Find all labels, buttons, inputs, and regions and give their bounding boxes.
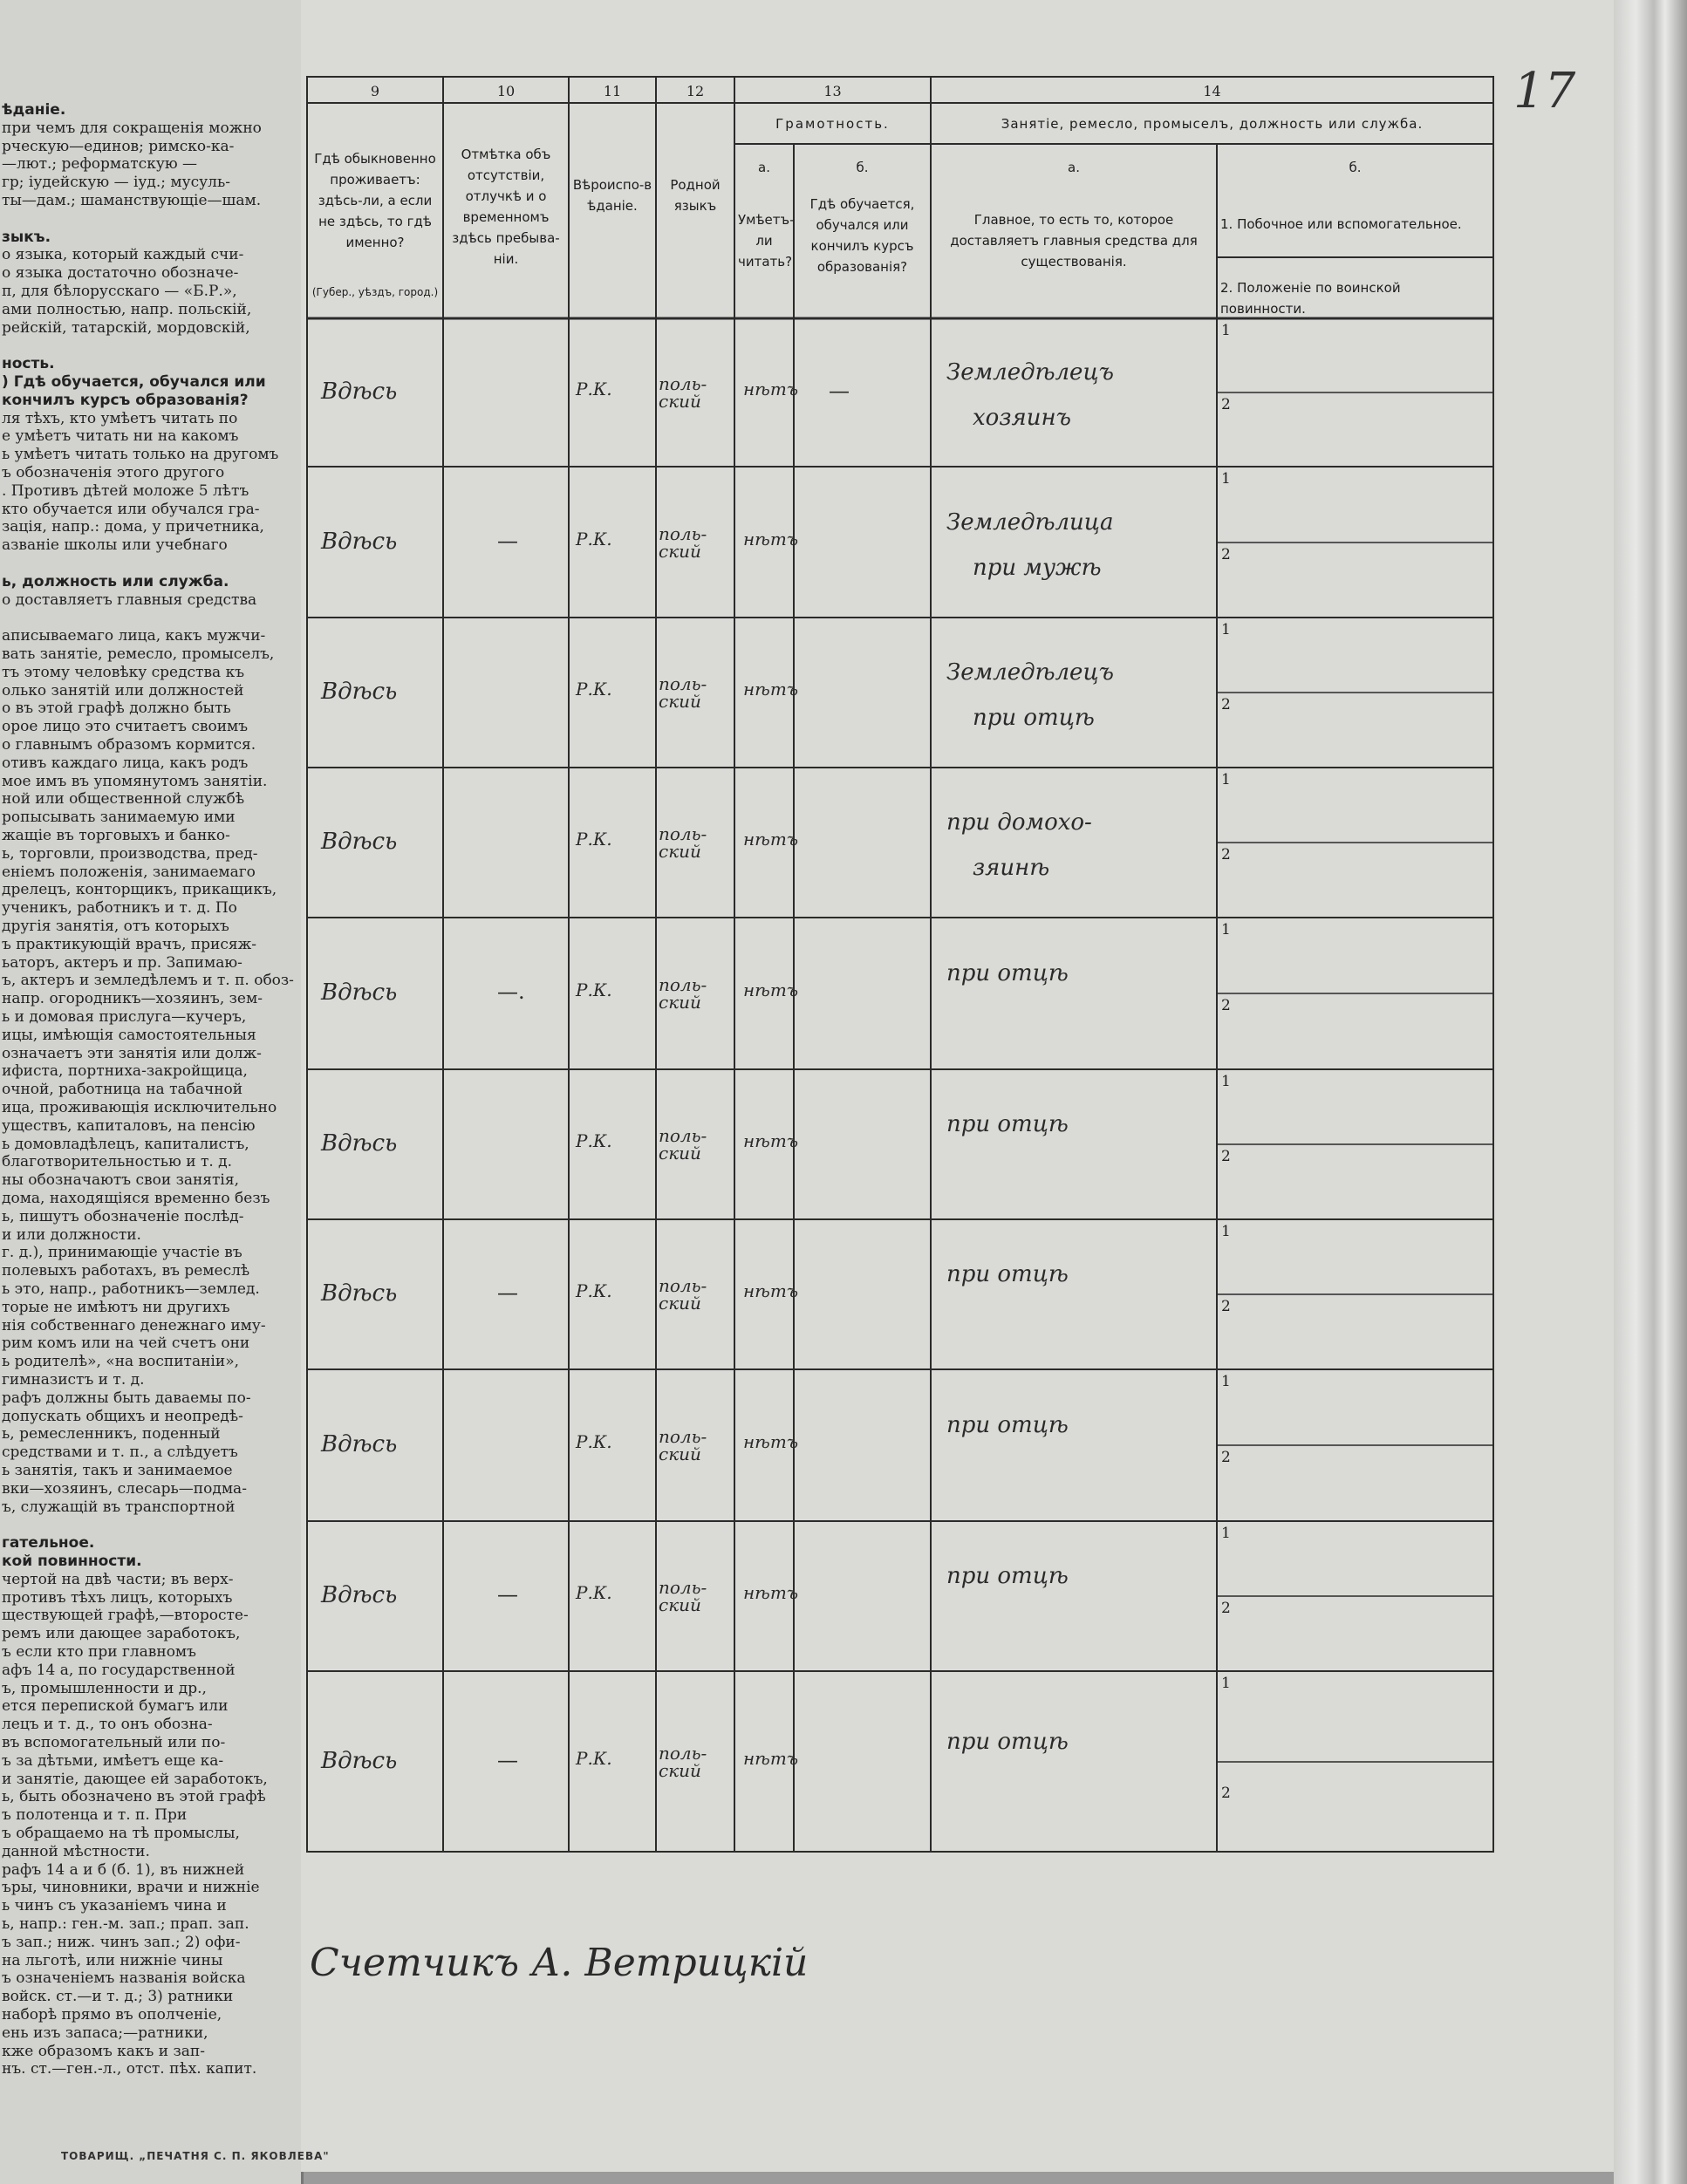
left-page-line: жащіе въ торговыхъ и банко- (2, 827, 230, 844)
row-mark-2: 2 (1221, 396, 1231, 413)
left-page-line: о языка, который каждый счи- (2, 246, 244, 264)
left-page-line: чертой на двѣ части; въ верх- (2, 1570, 234, 1588)
left-page-line: нъ. ст.—ген.-л., отст. пѣх. капит. (2, 2060, 257, 2078)
left-page-line: нія собственнаго денежнаго иму- (2, 1316, 266, 1334)
left-page-line: афъ 14 а, по государственной (2, 1661, 236, 1679)
left-page-line: ами полностью, напр. польскій, (2, 300, 252, 318)
religion-cell: Р.К. (576, 379, 612, 399)
row-mark-2: 2 (1221, 545, 1231, 563)
left-page-line: данной мѣстности. (2, 1842, 150, 1860)
language-cell: поль-ский (659, 522, 707, 562)
left-page-line: вки—хозяинъ, слесарь—подма- (2, 1479, 247, 1498)
language-cell: поль-ский (659, 1426, 707, 1464)
row-mark-2: 2 (1221, 846, 1231, 863)
left-page-line: орое лицо это считаетъ своимъ (2, 718, 249, 736)
left-page-line: о доставляетъ главныя средства (2, 590, 257, 609)
left-page-line: ) Гдѣ обучается, обучался или (2, 373, 266, 391)
language-cell: поль-ский (659, 373, 707, 412)
left-page-line: аписываемаго лица, какъ мужчи- (2, 627, 266, 645)
occupation-main-cell: при отцѣ (946, 1261, 1069, 1287)
religion-cell: Р.К. (576, 528, 612, 549)
row-mark-1: 1 (1221, 1373, 1231, 1390)
absence-cell: —. (497, 979, 525, 1004)
col-9-header: Гдѣ обыкновенно проживаетъ: здѣсь-ли, а если не здѣсь, то гдѣ именно? (314, 151, 436, 250)
language-cell: поль-ский (659, 1275, 707, 1314)
left-page-line: ля тѣхъ, кто умѣетъ читать по (2, 409, 238, 427)
left-page-line: . Противъ дѣтей моложе 5 лѣтъ (2, 481, 249, 500)
row-mark-1: 1 (1221, 322, 1231, 339)
religion-cell: Р.К. (576, 1747, 612, 1769)
left-page-line: означаетъ эти занятія или долж- (2, 1044, 262, 1062)
left-page-line: ъры, чиновники, врачи и нижніе (2, 1879, 260, 1897)
left-page-line: ъ означеніемъ названія войска (2, 1969, 246, 1988)
left-page-line: ь, торговли, производства, пред- (2, 844, 258, 863)
left-page-line: наборѣ прямо въ ополченіе, (2, 2006, 222, 2024)
left-page-line: зація, напр.: дома, у причетника, (2, 518, 264, 536)
col-13b-header: Гдѣ обучается, обучался или кончилъ курсъ образованія? (809, 196, 915, 275)
col-14b-code: б. (1349, 160, 1362, 175)
left-page-line: другія занятія, отъ которыхъ (2, 918, 229, 935)
left-page-line: ь это, напр., работникъ—землед. (2, 1280, 260, 1298)
occupation-main-cell: Земледѣлица (946, 508, 1114, 536)
left-page-line: ь, напр.: ген.-м. зап.; прап. зап. (2, 1915, 249, 1933)
language-cell: поль-ский (659, 673, 707, 712)
left-page-line: о въ этой графѣ должно быть (2, 700, 231, 718)
language-cell: поль-ский (659, 1577, 707, 1615)
left-page-line: дома, находящіяся временно безъ (2, 1190, 270, 1207)
row-mark-2: 2 (1221, 997, 1231, 1014)
left-page-line: г. д.), принимающіе участіе въ (2, 1244, 242, 1262)
left-page-line: ица, проживающія исключительно (2, 1099, 277, 1116)
left-page-line: ъ зап.; ниж. чинъ зап.; 2) офи- (2, 1933, 241, 1951)
left-page-line: войск. ст.—и т. д.; 3) ратники (2, 1988, 234, 2006)
left-page-line: кончилъ курсъ образованія? (2, 391, 249, 409)
row-mark-2: 2 (1221, 1449, 1231, 1466)
row-mark-2: 2 (1221, 1785, 1231, 1802)
left-page-line: мое имъ въ упомянутомъ занятіи. (2, 772, 268, 790)
language-cell: поль-ский (659, 1125, 707, 1164)
left-page-line: ной или общественной службѣ (2, 790, 245, 809)
left-page-line: —лют.; реформатскую — (2, 155, 198, 174)
col-num-9: 9 (370, 83, 380, 99)
left-page-line: ъ обозначенія этого другого (2, 464, 225, 481)
row-mark-1: 1 (1221, 1675, 1231, 1692)
col-num-11: 11 (603, 83, 622, 99)
left-page-line: гимназистъ и т. д. (2, 1371, 145, 1389)
col-num-13: 13 (823, 83, 842, 99)
occupation-main-cell: при отцѣ (946, 960, 1069, 986)
occupation-second-cell: при отцѣ (973, 705, 1095, 731)
signature: Счетчикъ А. Ветрицкій (310, 1941, 809, 1985)
col-13-header: Грамотность. (775, 116, 890, 132)
col-14a-code: а. (1068, 160, 1080, 175)
table-frame (307, 77, 1493, 1852)
left-page-line: на льготѣ, или нижніе чины (2, 1951, 223, 1969)
left-page-line: гательное. (2, 1534, 95, 1553)
religion-cell: Р.К. (576, 1130, 612, 1151)
left-page-line: ъ, актеръ и земледѣлемъ и т. п. обоз- (2, 972, 294, 990)
left-page-line: зыкъ. (2, 228, 51, 246)
residence-cell: Вдѣсь (321, 679, 398, 705)
left-page-line: противъ тѣхъ лицъ, которыхъ (2, 1588, 233, 1607)
left-page-line: азваніе школы или учебнаго (2, 536, 228, 555)
language-cell: поль-ский (659, 1742, 707, 1781)
left-page-line: олько занятій или должностей (2, 681, 244, 700)
col-num-14: 14 (1203, 83, 1221, 99)
left-page-line: ъ, промышленности и др., (2, 1679, 207, 1697)
religion-cell: Р.К. (576, 829, 612, 850)
residence-cell: Вдѣсь (321, 1431, 398, 1457)
left-page-line: напр. огородникъ—хозяинъ, зем- (2, 990, 263, 1008)
religion-cell: Р.К. (576, 1582, 612, 1603)
left-page-line: ь домовладѣлецъ, капиталистъ, (2, 1135, 249, 1153)
occupation-second-cell: хозяинъ (973, 405, 1071, 431)
left-page-line: ь, быть обозначено въ этой графѣ (2, 1788, 266, 1806)
can-read-cell: нѣтъ (743, 1747, 799, 1769)
left-page-line: ь занятія, такъ и занимаемое (2, 1462, 233, 1479)
col-14b2-header: 2. Положеніе по воинской повинности. (1220, 280, 1401, 317)
left-page-line: ь и домовая прислуга—кучеръ, (2, 1008, 247, 1026)
left-page-line: о языка достаточно обозначе- (2, 264, 239, 283)
residence-cell: Вдѣсь (321, 379, 398, 405)
row-mark-1: 1 (1221, 771, 1231, 788)
col-13a-header: Умѣетъ-ли читать? (738, 212, 795, 270)
col-13a-code: а. (758, 160, 770, 175)
left-page-line: ность. (2, 355, 55, 373)
col-10-header: Отмѣтка объ отсутствіи, отлучкѣ и о временномъ здѣсь пребыва-ніи. (452, 147, 560, 267)
col-14b1-header: 1. Побочное или вспомогательное. (1220, 216, 1462, 232)
absence-cell: — (497, 1582, 518, 1607)
left-page-line: ицы, имѣющія самостоятельныя (2, 1026, 256, 1044)
left-page-line: лецъ и т. д., то онъ обозна- (2, 1716, 213, 1734)
col-12-header: Родной языкъ (670, 177, 721, 214)
page-number: 17 (1513, 63, 1576, 119)
left-page-line: кже образомъ какъ и зап- (2, 2042, 205, 2060)
left-page-line: ь, должность или служба. (2, 572, 229, 590)
left-page-line: ь чинъ съ указаніемъ чина и (2, 1897, 227, 1915)
left-page-line: ъ если кто при главномъ (2, 1643, 196, 1661)
row-mark-1: 1 (1221, 921, 1231, 938)
occupation-main-cell: при домохо- (946, 809, 1092, 836)
can-read-cell: нѣтъ (743, 979, 799, 1000)
can-read-cell: нѣтъ (743, 528, 799, 549)
left-page-line: о главнымъ образомъ кормится. (2, 736, 256, 754)
occupation-second-cell: при мужѣ (973, 554, 1102, 581)
left-page-line: тъ этому человѣку средства къ (2, 663, 245, 681)
left-page-line: рим комъ или на чей счетъ они (2, 1334, 250, 1353)
can-read-cell: нѣтъ (743, 1582, 799, 1603)
can-read-cell: нѣтъ (743, 1280, 799, 1301)
language-cell: поль-ский (659, 823, 707, 862)
col-num-12: 12 (686, 83, 705, 99)
absence-cell: — (497, 528, 518, 553)
can-read-cell: нѣтъ (743, 1130, 799, 1151)
left-page-line: еніемъ положенія, занимаемаго (2, 863, 256, 881)
left-page-line: ь родителѣ», «на воспитаніи», (2, 1353, 239, 1371)
occupation-main-cell: Земледѣлецъ (946, 359, 1114, 386)
left-page-line: ъ практикующій врачъ, присяж- (2, 935, 256, 953)
occupation-main-cell: при отцѣ (946, 1412, 1069, 1438)
left-page-line: торые не имѣютъ ни другихъ (2, 1298, 230, 1316)
left-page-line: ъ полотенца и т. п. При (2, 1806, 188, 1825)
left-page-line: средствами и т. п., а слѣдуетъ (2, 1443, 238, 1462)
left-page-line: очной, работница на табачной (2, 1081, 243, 1099)
col-14a-header: Главное, то есть то, которое доставляетъ главныя средства для существованія. (950, 212, 1198, 270)
residence-cell: Вдѣсь (321, 1747, 398, 1774)
can-read-cell: нѣтъ (743, 1431, 799, 1452)
row-mark-1: 1 (1221, 1525, 1231, 1542)
occupation-second-cell: зяинѣ (973, 855, 1050, 881)
religion-cell: Р.К. (576, 1280, 612, 1301)
residence-cell: Вдѣсь (321, 1130, 398, 1157)
left-page-line: рческую—единов; римско-ка- (2, 137, 235, 155)
left-page-line: въ вспомогательный или по- (2, 1734, 226, 1751)
left-page-line: полевыхъ работахъ, въ ремеслѣ (2, 1262, 250, 1280)
col-11-header: Вѣроиспо-вѣданіе. (572, 177, 652, 214)
absence-cell: — (497, 1747, 518, 1772)
left-page-line: допускать общихъ и неопредѣ- (2, 1407, 243, 1425)
left-page-line: ъ за дѣтьми, имѣетъ еще ка- (2, 1751, 224, 1770)
left-page-line: отивъ каждаго лица, какъ родъ (2, 754, 249, 772)
religion-cell: Р.К. (576, 979, 612, 1000)
left-page-line: кой повинности. (2, 1553, 142, 1570)
left-page-line: ь, ремесленникъ, поденный (2, 1425, 221, 1443)
religion-cell: Р.К. (576, 1431, 612, 1452)
row-mark-2: 2 (1221, 1148, 1231, 1165)
left-page-line: вать занятіе, ремесло, промыселъ, (2, 645, 275, 663)
occupation-main-cell: при отцѣ (946, 1563, 1069, 1589)
left-page-line: кто обучается или обучался гра- (2, 500, 260, 518)
left-page-line: и занятіе, дающее ей заработокъ, (2, 1770, 268, 1788)
left-page-line: благотворительностью и т. д. (2, 1153, 233, 1171)
left-page-line: ѣданіе. (2, 101, 66, 119)
left-page-line: е умѣетъ читать ни на какомъ (2, 427, 239, 446)
row-mark-2: 2 (1221, 1600, 1231, 1617)
left-page-line: и или должности. (2, 1225, 141, 1244)
row-mark-1: 1 (1221, 1073, 1231, 1090)
left-page-line: гр; іудейскую — іуд.; мусуль- (2, 174, 230, 192)
col-13b-code: б. (856, 160, 869, 175)
left-page-line: ны обозначаютъ свои занятія, (2, 1171, 239, 1190)
row-mark-1: 1 (1221, 470, 1231, 488)
absence-cell: — (497, 1280, 518, 1305)
row-mark-2: 2 (1221, 696, 1231, 713)
left-page-line: уществъ, капиталовъ, на пенсію (2, 1116, 256, 1135)
row-mark-2: 2 (1221, 1298, 1231, 1315)
residence-cell: Вдѣсь (321, 1582, 398, 1608)
can-read-cell: нѣтъ (743, 379, 799, 399)
left-page-line: ъ, служащій въ транспортной (2, 1498, 236, 1516)
left-page-line: ьаторъ, актеръ и пр. Запимаю- (2, 953, 242, 972)
col-9-note: (Губер., уѣздъ, город.) (311, 286, 439, 298)
left-page-line: ропысывать занимаемую ими (2, 809, 236, 827)
religion-cell: Р.К. (576, 679, 612, 700)
occupation-main-cell: Земледѣлецъ (946, 659, 1114, 686)
occupation-main-cell: при отцѣ (946, 1728, 1069, 1755)
left-page-line: ь, пишутъ обозначеніе послѣд- (2, 1207, 244, 1225)
left-page-line: ифиста, портниха-закройщица, (2, 1062, 248, 1081)
education-cell: — (829, 379, 850, 403)
left-page-line: ты—дам.; шаманствующіе—шам. (2, 192, 262, 209)
left-page-line: рафъ должны быть даваемы по- (2, 1389, 251, 1407)
left-page-line: ень изъ запаса;—ратники, (2, 2024, 208, 2042)
left-page-line: при чемъ для сокращенія можно (2, 119, 262, 137)
can-read-cell: нѣтъ (743, 829, 799, 850)
left-page-line: дрелецъ, конторщикъ, прикащикъ, (2, 881, 277, 899)
col-num-10: 10 (496, 83, 516, 99)
left-page-line: ется перепиской бумагъ или (2, 1697, 229, 1716)
left-page-line: ществующей графѣ,—второсте- (2, 1607, 249, 1625)
residence-cell: Вдѣсь (321, 979, 398, 1006)
left-page-line: рейскій, татарскій, мордовскій, (2, 318, 250, 337)
residence-cell: Вдѣсь (321, 1280, 398, 1307)
left-page-line: ремъ или дающее заработокъ, (2, 1625, 241, 1643)
left-page-line: ь умѣетъ читать только на другомъ (2, 446, 279, 464)
left-page-line: п, для бѣлорусскаго — «Б.Р.», (2, 283, 237, 300)
left-page-line: рафъ 14 а и б (б. 1), въ нижней (2, 1860, 245, 1879)
col-14-header: Занятіе, ремесло, промыселъ, должность или служба. (1001, 116, 1424, 132)
row-mark-1: 1 (1221, 621, 1231, 638)
can-read-cell: нѣтъ (743, 679, 799, 700)
residence-cell: Вдѣсь (321, 528, 398, 555)
printer-footer: ТОВАРИЩ. „ПЕЧАТНЯ С. П. ЯКОВЛЕВА" (61, 2150, 330, 2162)
left-page-line: ъ обращаемо на тѣ промыслы, (2, 1825, 240, 1842)
row-mark-1: 1 (1221, 1223, 1231, 1240)
left-page-line: ученикъ, работникъ и т. д. По (2, 899, 237, 918)
language-cell: поль-ский (659, 974, 707, 1013)
residence-cell: Вдѣсь (321, 829, 398, 855)
occupation-main-cell: при отцѣ (946, 1111, 1069, 1137)
